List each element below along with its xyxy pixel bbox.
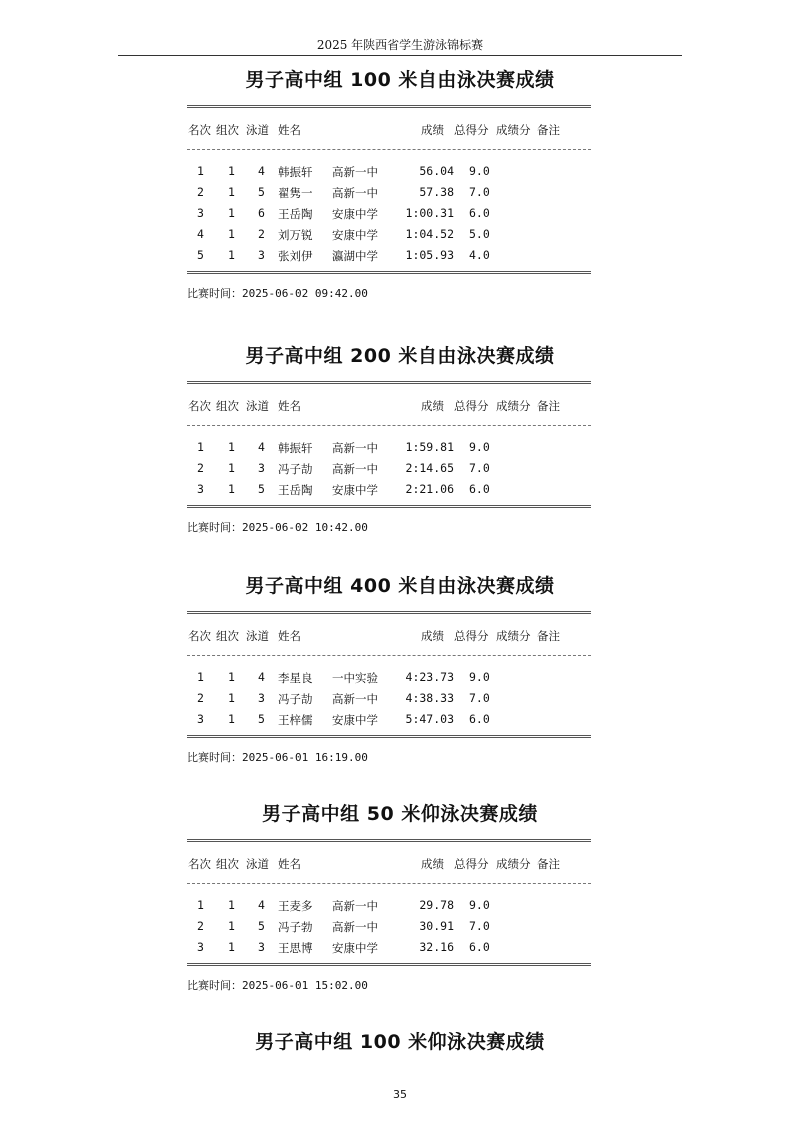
event-title: 男子高中组 50 米仰泳决赛成绩 (262, 803, 538, 825)
cell-team: 高新一中 (332, 692, 378, 706)
table-header-rule (187, 655, 591, 656)
column-header-note: 备注 (537, 399, 560, 413)
cell-lane: 4 (258, 898, 265, 912)
cell-team: 安康中学 (332, 483, 378, 497)
match-time-label: 比赛时间： (187, 287, 242, 300)
cell-group: 1 (228, 206, 235, 220)
column-header-group: 组次 (216, 629, 239, 643)
cell-name: 李星良 (278, 671, 313, 685)
column-header-lane: 泳道 (246, 123, 269, 137)
cell-lane: 5 (258, 919, 265, 933)
table-row (0, 919, 800, 940)
column-header-result: 成绩分 (496, 629, 531, 643)
table-row (0, 206, 800, 227)
cell-lane: 3 (258, 940, 265, 954)
cell-group: 1 (228, 248, 235, 262)
cell-name: 韩振轩 (278, 165, 313, 179)
cell-lane: 6 (258, 206, 265, 220)
cell-time: 57.38 (419, 185, 454, 199)
cell-rank: 2 (197, 919, 204, 933)
match-time-label: 比赛时间： (187, 979, 242, 992)
table-header (0, 856, 800, 877)
cell-group: 1 (228, 482, 235, 496)
cell-time: 56.04 (419, 164, 454, 178)
cell-name: 刘万锐 (278, 228, 313, 242)
column-header-group: 组次 (216, 123, 239, 137)
cell-team: 高新一中 (332, 441, 378, 455)
table-header (0, 122, 800, 143)
match-time (187, 285, 368, 301)
column-header-result: 成绩分 (496, 857, 531, 871)
column-header-result: 成绩分 (496, 399, 531, 413)
column-header-group: 组次 (216, 399, 239, 413)
table-top-rule (187, 839, 591, 842)
table-row (0, 482, 800, 503)
cell-rank: 2 (197, 461, 204, 475)
cell-rank: 2 (197, 185, 204, 199)
cell-rank: 3 (197, 712, 204, 726)
cell-name: 王岳陶 (278, 207, 313, 221)
column-header-points: 总得分 (454, 123, 489, 137)
cell-points: 9.0 (469, 440, 490, 454)
cell-points: 7.0 (469, 185, 490, 199)
column-header-points: 总得分 (454, 399, 489, 413)
event-title: 男子高中组 200 米自由泳决赛成绩 (245, 345, 555, 367)
table-top-rule (187, 105, 591, 108)
cell-team: 高新一中 (332, 165, 378, 179)
cell-name: 王梓儒 (278, 713, 313, 727)
column-header-points: 总得分 (454, 857, 489, 871)
cell-time: 32.16 (419, 940, 454, 954)
cell-time: 2:21.06 (405, 482, 454, 496)
table-row (0, 670, 800, 691)
cell-name: 王思博 (278, 941, 313, 955)
match-time-label: 比赛时间： (187, 751, 242, 764)
table-header (0, 628, 800, 649)
cell-points: 6.0 (469, 482, 490, 496)
match-time-value: 2025-06-01 15:02.00 (242, 979, 368, 992)
match-time-label: 比赛时间： (187, 521, 242, 534)
column-header-rank: 名次 (188, 123, 211, 137)
cell-lane: 5 (258, 482, 265, 496)
cell-lane: 5 (258, 712, 265, 726)
column-header-result: 成绩分 (496, 123, 531, 137)
cell-group: 1 (228, 919, 235, 933)
cell-name: 王岳陶 (278, 483, 313, 497)
cell-points: 4.0 (469, 248, 490, 262)
event-title: 男子高中组 100 米仰泳决赛成绩 (255, 1031, 545, 1053)
table-row (0, 440, 800, 461)
cell-rank: 1 (197, 164, 204, 178)
cell-time: 1:04.52 (405, 227, 454, 241)
cell-team: 安康中学 (332, 941, 378, 955)
column-header-name: 姓名 (278, 857, 301, 871)
column-header-name: 姓名 (278, 123, 301, 137)
cell-lane: 3 (258, 691, 265, 705)
cell-group: 1 (228, 440, 235, 454)
event-section (0, 60, 800, 100)
cell-time: 4:38.33 (405, 691, 454, 705)
table-bottom-rule (187, 271, 591, 274)
column-header-note: 备注 (537, 123, 560, 137)
event-section (0, 336, 800, 376)
cell-team: 高新一中 (332, 186, 378, 200)
cell-rank: 5 (197, 248, 204, 262)
event-title: 男子高中组 100 米自由泳决赛成绩 (245, 69, 555, 91)
table-top-rule (187, 381, 591, 384)
cell-time: 2:14.65 (405, 461, 454, 475)
cell-time: 1:00.31 (405, 206, 454, 220)
page-number: 35 (393, 1088, 407, 1101)
table-row (0, 712, 800, 733)
cell-time: 4:23.73 (405, 670, 454, 684)
cell-rank: 3 (197, 482, 204, 496)
table-row (0, 227, 800, 248)
cell-team: 安康中学 (332, 713, 378, 727)
column-header-rank: 名次 (188, 629, 211, 643)
column-header-name: 姓名 (278, 399, 301, 413)
table-row (0, 164, 800, 185)
column-header-note: 备注 (537, 857, 560, 871)
cell-points: 9.0 (469, 898, 490, 912)
cell-team: 高新一中 (332, 462, 378, 476)
cell-time: 1:59.81 (405, 440, 454, 454)
cell-group: 1 (228, 712, 235, 726)
match-time (187, 519, 368, 535)
cell-team: 一中实验 (332, 671, 378, 685)
cell-name: 冯子劼 (278, 462, 313, 476)
event-section (0, 566, 800, 606)
document-header: 2025 年陕西省学生游泳锦标赛 (316, 38, 484, 52)
cell-rank: 2 (197, 691, 204, 705)
cell-name: 冯子勃 (278, 920, 313, 934)
column-header-rank: 名次 (188, 857, 211, 871)
cell-name: 冯子劼 (278, 692, 313, 706)
column-header-time: 成绩 (421, 123, 444, 137)
cell-points: 6.0 (469, 206, 490, 220)
event-title: 男子高中组 400 米自由泳决赛成绩 (245, 575, 555, 597)
cell-team: 高新一中 (332, 920, 378, 934)
table-header-rule (187, 425, 591, 426)
cell-rank: 1 (197, 440, 204, 454)
table-bottom-rule (187, 505, 591, 508)
match-time-value: 2025-06-02 10:42.00 (242, 521, 368, 534)
cell-time: 30.91 (419, 919, 454, 933)
cell-name: 翟隽一 (278, 186, 313, 200)
cell-points: 9.0 (469, 164, 490, 178)
match-time (187, 977, 368, 993)
cell-points: 7.0 (469, 461, 490, 475)
cell-team: 高新一中 (332, 899, 378, 913)
cell-rank: 4 (197, 227, 204, 241)
cell-points: 7.0 (469, 919, 490, 933)
cell-name: 韩振轩 (278, 441, 313, 455)
cell-group: 1 (228, 898, 235, 912)
match-time-value: 2025-06-02 09:42.00 (242, 287, 368, 300)
cell-lane: 3 (258, 461, 265, 475)
match-time (187, 749, 368, 765)
column-header-time: 成绩 (421, 399, 444, 413)
column-header-time: 成绩 (421, 629, 444, 643)
cell-lane: 4 (258, 440, 265, 454)
table-row (0, 185, 800, 206)
table-row (0, 248, 800, 269)
column-header-note: 备注 (537, 629, 560, 643)
cell-points: 7.0 (469, 691, 490, 705)
cell-lane: 3 (258, 248, 265, 262)
cell-points: 6.0 (469, 712, 490, 726)
cell-rank: 3 (197, 206, 204, 220)
column-header-points: 总得分 (454, 629, 489, 643)
event-section (0, 1022, 800, 1062)
cell-points: 6.0 (469, 940, 490, 954)
table-header-rule (187, 883, 591, 884)
cell-lane: 4 (258, 164, 265, 178)
column-header-time: 成绩 (421, 857, 444, 871)
cell-group: 1 (228, 461, 235, 475)
cell-group: 1 (228, 185, 235, 199)
cell-group: 1 (228, 670, 235, 684)
cell-group: 1 (228, 164, 235, 178)
table-header (0, 398, 800, 419)
cell-team: 安康中学 (332, 207, 378, 221)
cell-name: 张刘伊 (278, 249, 313, 263)
table-bottom-rule (187, 735, 591, 738)
cell-group: 1 (228, 227, 235, 241)
cell-team: 瀛湖中学 (332, 249, 378, 263)
table-row (0, 691, 800, 712)
cell-points: 9.0 (469, 670, 490, 684)
table-row (0, 898, 800, 919)
cell-rank: 1 (197, 898, 204, 912)
cell-group: 1 (228, 691, 235, 705)
cell-lane: 5 (258, 185, 265, 199)
cell-name: 王麦多 (278, 899, 313, 913)
cell-group: 1 (228, 940, 235, 954)
cell-team: 安康中学 (332, 228, 378, 242)
table-row (0, 461, 800, 482)
table-header-rule (187, 149, 591, 150)
cell-points: 5.0 (469, 227, 490, 241)
cell-time: 29.78 (419, 898, 454, 912)
table-row (0, 940, 800, 961)
match-time-value: 2025-06-01 16:19.00 (242, 751, 368, 764)
cell-rank: 3 (197, 940, 204, 954)
cell-rank: 1 (197, 670, 204, 684)
column-header-group: 组次 (216, 857, 239, 871)
column-header-lane: 泳道 (246, 399, 269, 413)
cell-lane: 4 (258, 670, 265, 684)
cell-lane: 2 (258, 227, 265, 241)
header-rule (118, 55, 682, 56)
cell-time: 1:05.93 (405, 248, 454, 262)
column-header-name: 姓名 (278, 629, 301, 643)
event-section (0, 794, 800, 834)
column-header-lane: 泳道 (246, 857, 269, 871)
column-header-lane: 泳道 (246, 629, 269, 643)
table-bottom-rule (187, 963, 591, 966)
column-header-rank: 名次 (188, 399, 211, 413)
cell-time: 5:47.03 (405, 712, 454, 726)
table-top-rule (187, 611, 591, 614)
